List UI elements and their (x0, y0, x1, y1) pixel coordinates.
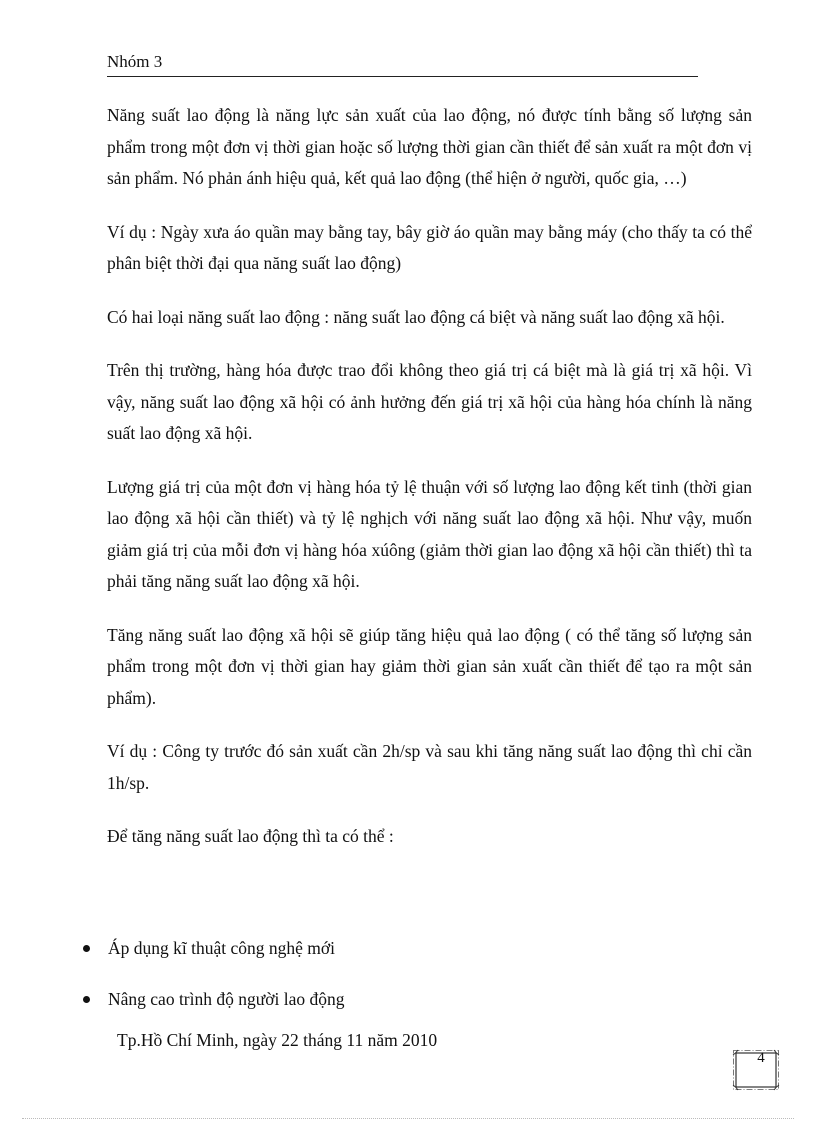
paragraph-market: Trên thị trường, hàng hóa được trao đổi không theo giá trị cá biệt mà là giá trị xã hội. Vì vậy, năng suất lao động xã hội có ảnh hưởng đến giá trị xã hội của hàng hóa chính là năng suất lao động xã hội. (107, 360, 752, 443)
footer-place-date: Tp.Hồ Chí Minh, ngày 22 tháng 11 năm 2010 (117, 1030, 438, 1050)
paragraph-example-1: Ví dụ : Ngày xưa áo quần may bằng tay, bây giờ áo quần may bằng máy (cho thấy ta có thể phân biệt thời đại qua năng suất lao động) (107, 221, 752, 273)
bullet-icon (83, 996, 90, 1003)
paragraph-example-2: Ví dụ : Công ty trước đó sản xuất cần 2h/sp và sau khi tăng năng suất lao động thì chỉ cần 1h/sp. (107, 741, 752, 793)
bullet-icon (83, 945, 90, 952)
page-bottom-border (22, 1118, 794, 1119)
paragraph-types: Có hai loại năng suất lao động : năng suất lao động cá biệt và năng suất lao động xã hội. (107, 306, 725, 327)
page-header-group: Nhóm 3 (107, 52, 163, 71)
paragraph-definition: Năng suất lao động là năng lực sản xuất của lao động, nó được tính bằng số lượng sản phẩm trong một đơn vị thời gian hoặc số lượng thời gian cần thiết để sản xuất ra một đơn vị sản phẩm. Nó phản ánh hiệu quả, kết quả lao động (thể hiện ở người, quốc gia, …) (107, 105, 752, 188)
list-item (83, 933, 743, 965)
bullet-list (83, 933, 743, 1034)
list-item (83, 984, 743, 1016)
page-number: 4 (757, 1050, 765, 1066)
list-item-text: Áp dụng kĩ thuật công nghệ mới (108, 938, 336, 958)
document-body (107, 100, 752, 875)
paragraph-increase: Tăng năng suất lao động xã hội sẽ giúp tăng hiệu quả lao động ( có thể tăng số lượng sản phẩm trong một đơn vị thời gian hay giảm thời gian sản xuất cần thiết để tạo ra một sản phẩm). (107, 624, 752, 708)
paragraph-value: Lượng giá trị của một đơn vị hàng hóa tỷ lệ thuận với số lượng lao động kết tinh (thời gian lao động xã hội cần thiết) và tỷ lệ nghịch với năng suất lao động xã hội. Như vậy, muốn giảm giá trị của mỗi đơn vị hàng hóa xúông (giảm thời gian lao động xã hội cần thiết) thì ta phải tăng năng suất lao động xã hội. (107, 476, 752, 591)
paragraph-how-to: Để tăng năng suất lao động thì ta có thể : (107, 826, 394, 846)
header-divider (107, 76, 698, 77)
list-item-text: Nâng cao trình độ người lao động (108, 988, 345, 1009)
